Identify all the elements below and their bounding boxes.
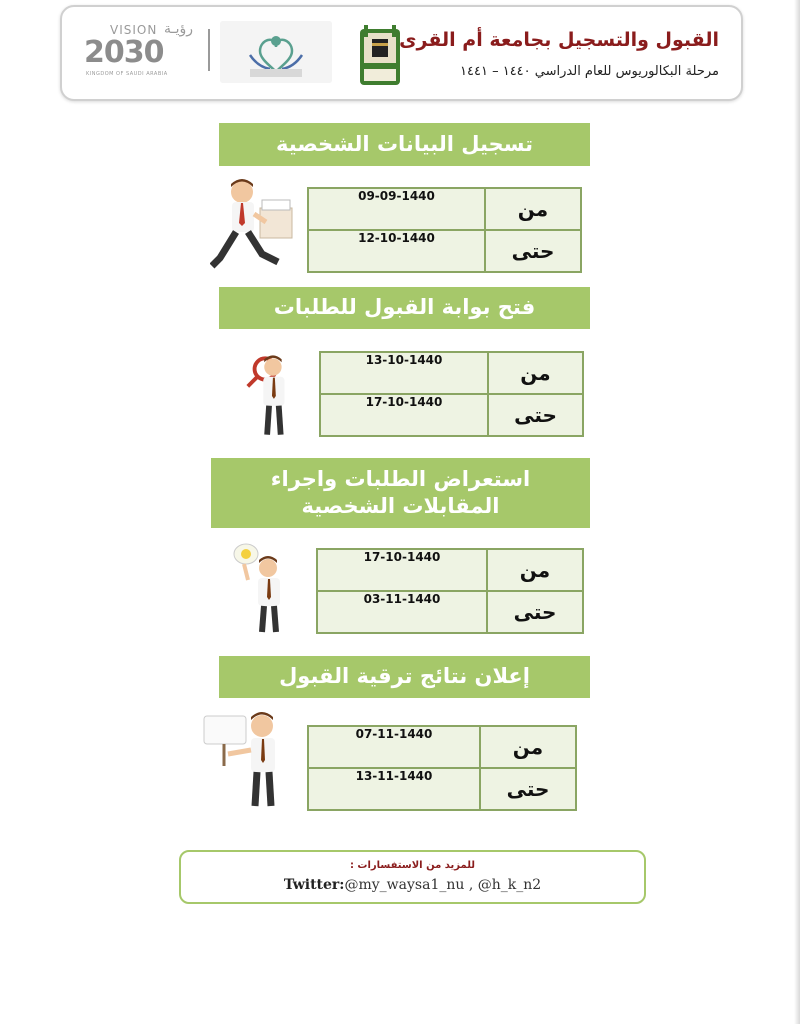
table-row <box>317 591 583 633</box>
table-row <box>317 549 583 591</box>
twitter-handles[interactable]: @my_waysa1_nu , @h_k_n2 <box>344 877 542 893</box>
vision-divider <box>208 29 210 71</box>
vision-2030-logo <box>82 23 212 81</box>
label-to: حتى <box>487 591 583 633</box>
running-man-with-papers-icon <box>210 178 300 273</box>
header-title: القبول والتسجيل بجامعة أم القرى <box>399 29 719 51</box>
section-1-dates <box>307 187 582 273</box>
date-to-value: 12-10-1440 <box>308 230 485 272</box>
vision-year: 2030 <box>84 35 164 70</box>
table-row <box>308 230 581 272</box>
footer-title: للمزيد من الاستفسارات : <box>349 860 476 871</box>
man-holding-sign-icon <box>202 710 292 810</box>
table-row <box>308 726 576 768</box>
vision-kingdom: KINGDOM OF SAUDI ARABIA <box>86 71 168 77</box>
section-3-dates <box>316 548 584 634</box>
date-from-value: 17-10-1440 <box>317 549 487 591</box>
label-from: من <box>480 726 576 768</box>
date-from-value: 13-10-1440 <box>320 352 488 394</box>
man-with-magnifier-icon <box>242 352 300 442</box>
date-to-value: 17-10-1440 <box>320 394 488 436</box>
label-to: حتى <box>485 230 581 272</box>
vision-arabic: رؤيـة <box>164 21 194 37</box>
waysal-nursing-logo <box>220 21 332 83</box>
table-row <box>308 768 576 810</box>
table-row <box>320 394 583 436</box>
vision-word: VISION <box>110 23 158 37</box>
section-title-interviews: استعراض الطلبات واجراء المقابلات الشخصية <box>211 458 590 528</box>
label-to: حتى <box>480 768 576 810</box>
label-from: من <box>487 549 583 591</box>
twitter-label: Twitter: <box>283 877 345 893</box>
date-to-value: 13-11-1440 <box>308 768 480 810</box>
table-row <box>320 352 583 394</box>
page-edge-shadow <box>794 0 800 1024</box>
label-from: من <box>488 352 583 394</box>
table-row <box>308 188 581 230</box>
section-title-admission-portal: فتح بوابة القبول للطلبات <box>219 287 590 329</box>
label-from: من <box>485 188 581 230</box>
header-subtitle: مرحلة البكالوريوس للعام الدراسي ١٤٤٠ – ١٤٤١ <box>460 64 719 79</box>
man-with-lightbulb-icon <box>230 540 295 635</box>
label-to: حتى <box>488 394 583 436</box>
section-title-personal-data: تسجيل البيانات الشخصية <box>219 123 590 166</box>
section-title-results-announcement: إعلان نتائج ترقية القبول <box>219 656 590 698</box>
twitter-line <box>181 877 644 893</box>
section-2-dates <box>319 351 584 437</box>
date-to-value: 03-11-1440 <box>317 591 487 633</box>
section-4-dates <box>307 725 577 811</box>
date-from-value: 09-09-1440 <box>308 188 485 230</box>
date-from-value: 07-11-1440 <box>308 726 480 768</box>
footer-contact-box <box>179 850 646 904</box>
header <box>60 5 743 101</box>
